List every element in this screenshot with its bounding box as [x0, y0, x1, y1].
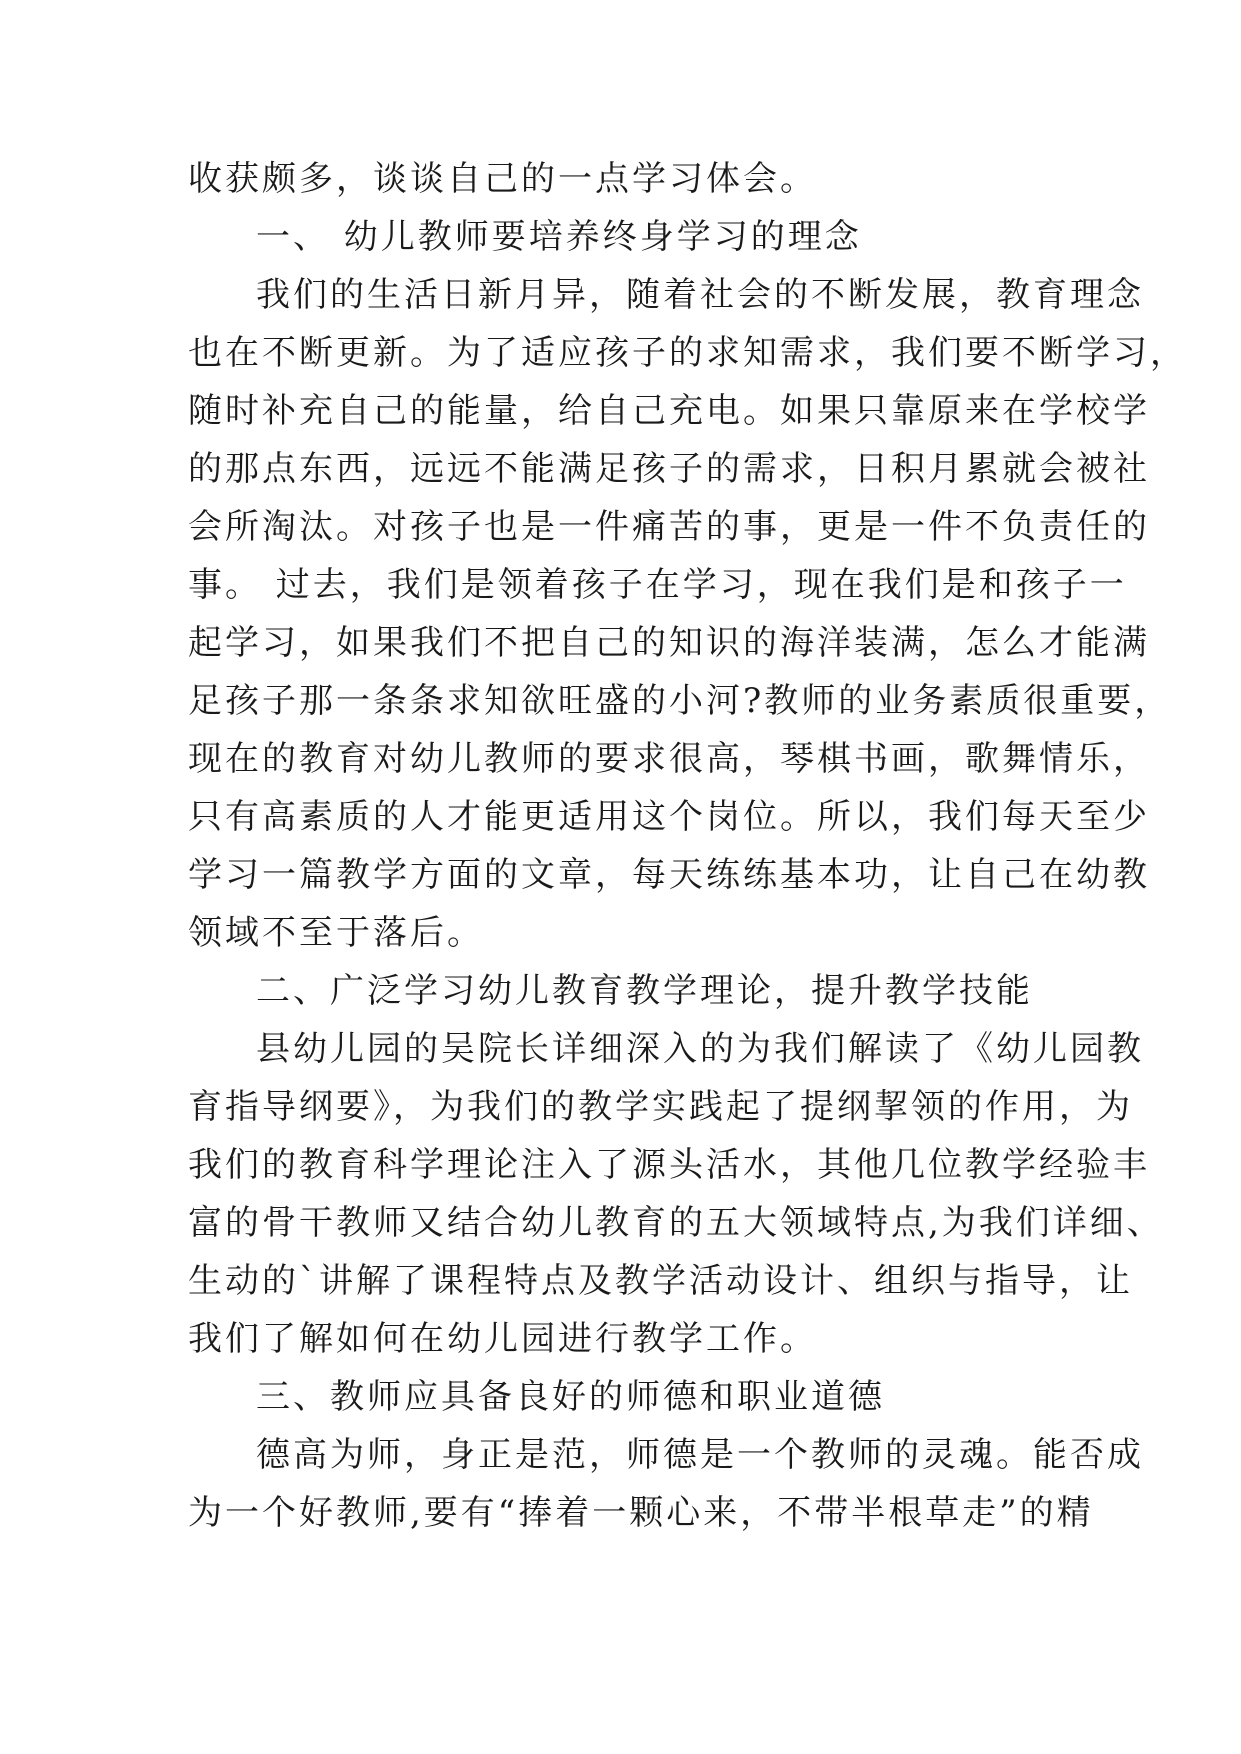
text-line: 我们了解如何在幼儿园进行教学工作。 [188, 1319, 817, 1359]
text-line: 现在的教育对幼儿教师的要求很高，琴棋书画，歌舞情乐， [188, 739, 1150, 779]
text-line: 随时补充自己的能量，给自己充电。如果只靠原来在学校学 [188, 391, 1150, 431]
text-line: 一、 幼儿教师要培养终身学习的理念 [256, 217, 862, 257]
text-line: 我们的教育科学理论注入了源头活水，其他几位教学经验丰 [188, 1145, 1150, 1185]
text-line: 富的骨干教师又结合幼儿教育的五大领域特点,为我们详细、 [188, 1203, 1164, 1243]
text-line: 学习一篇教学方面的文章，每天练练基本功，让自己在幼教 [188, 855, 1150, 895]
text-line: 领域不至于落后。 [188, 913, 484, 953]
text-line: 也在不断更新。为了适应孩子的求知需求，我们要不断学习， [188, 333, 1187, 373]
text-line: 只有高素质的人才能更适用这个岗位。所以，我们每天至少 [188, 797, 1150, 837]
text-line: 我们的生活日新月异，随着社会的不断发展，教育理念 [256, 275, 1144, 315]
text-line: 足孩子那一条条求知欲旺盛的小河?教师的业务素质很重要， [188, 681, 1172, 721]
text-line: 会所淘汰。对孩子也是一件痛苦的事，更是一件不负责任的 [188, 507, 1150, 547]
text-line: 生动的`讲解了课程特点及教学活动设计、组织与指导，让 [188, 1261, 1133, 1301]
text-line: 起学习，如果我们不把自己的知识的海洋装满，怎么才能满 [188, 623, 1150, 663]
text-line: 育指导纲要》，为我们的教学实践起了提纲挈领的作用，为 [188, 1087, 1133, 1127]
text-line: 的那点东西，远远不能满足孩子的需求，日积月累就会被社 [188, 449, 1150, 489]
text-line: 三、教师应具备良好的师德和职业道德 [256, 1377, 885, 1417]
document-page [188, 150, 1187, 1542]
text-line: 为一个好教师,要有“捧着一颗心来，不带半根草走”的精 [188, 1493, 1094, 1533]
text-line: 收获颇多，谈谈自己的一点学习体会。 [188, 159, 817, 199]
text-line: 事。 过去，我们是领着孩子在学习，现在我们是和孩子一 [188, 565, 1127, 605]
text-line: 德高为师，身正是范，师德是一个教师的灵魂。能否成 [256, 1435, 1144, 1475]
text-line: 二、广泛学习幼儿教育教学理论，提升教学技能 [256, 971, 1033, 1011]
text-line: 县幼儿园的吴院长详细深入的为我们解读了《幼儿园教 [256, 1029, 1144, 1069]
